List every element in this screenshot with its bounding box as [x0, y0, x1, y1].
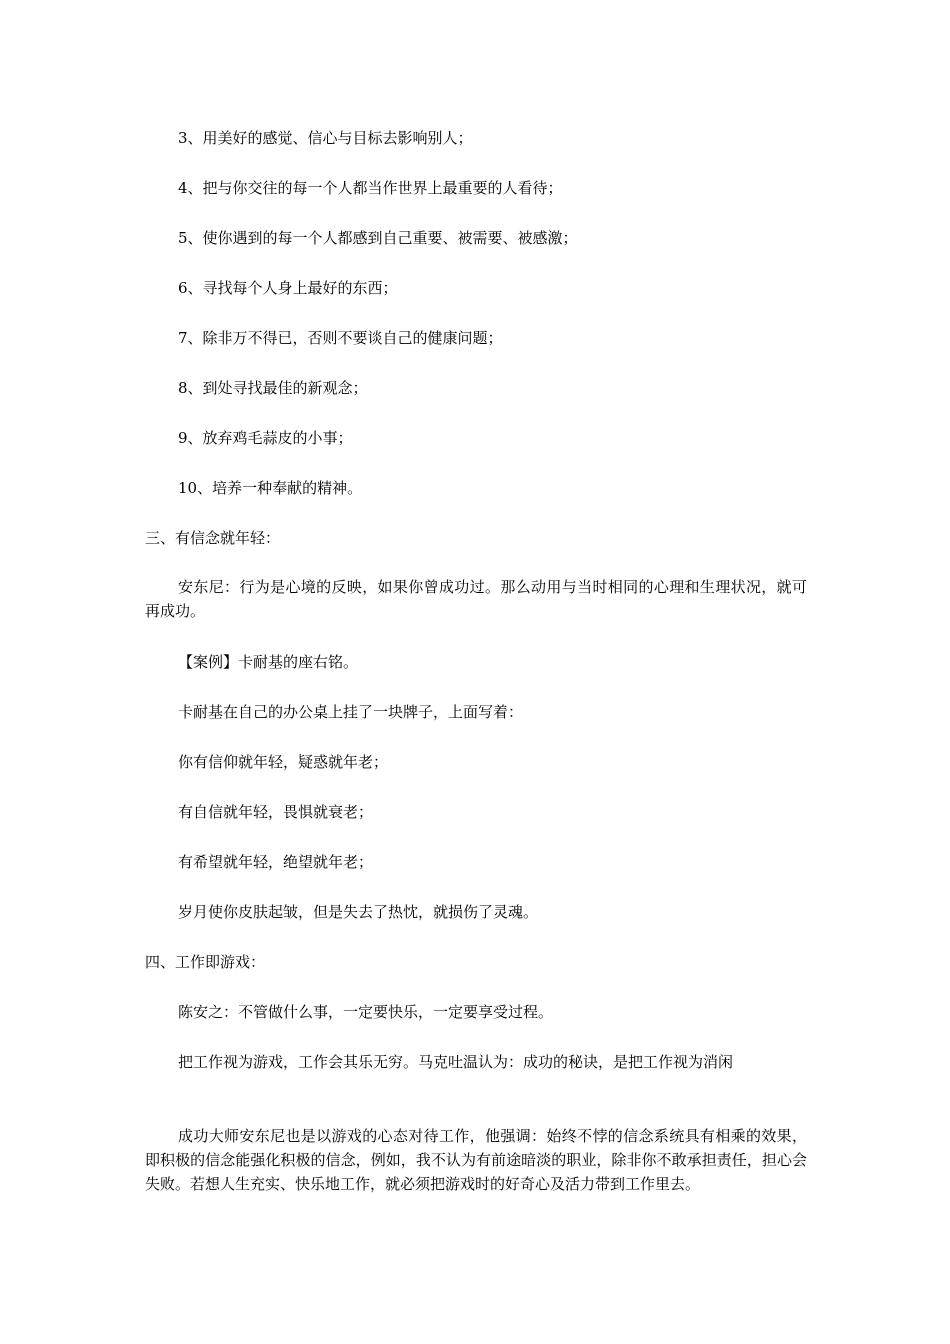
motto-line: 你有信仰就年轻，疑惑就年老； [178, 753, 389, 771]
motto-line: 有自信就年轻，畏惧就衰老； [178, 803, 374, 821]
section-4-paragraph-2: 成功大师安东尼也是以游戏的心态对待工作，他强调：始终不悖的信念系统具有相乘的效果，即积极的信念能强化积极的信念，例如，我不认为有前途暗淡的职业，除非你不敢承担责任，担心会失败。若想人生充实、快乐地工作，就必须把游戏时的好奇心及活力带到工作里去。 [145, 1127, 807, 1193]
list-item-4: 4、把与你交往的每一个人都当作世界上最重要的人看待； [178, 179, 563, 197]
motto-line: 有希望就年轻，绝望就年老； [178, 853, 374, 871]
section-3-heading: 三、有信念就年轻： [145, 529, 281, 547]
case-intro: 卡耐基在自己的办公桌上挂了一块牌子，上面写着： [178, 703, 524, 721]
section-3-quote: 安东尼：行为是心境的反映，如果你曾成功过。那么动用与当时相同的心理和生理状况，就可再成功。 [145, 578, 807, 620]
list-item-6: 6、寻找每个人身上最好的东西； [178, 279, 398, 297]
list-item-10: 10、培养一种奉献的精神。 [178, 479, 363, 497]
list-item-9: 9、放弃鸡毛蒜皮的小事； [178, 429, 353, 447]
list-item-5: 5、使你遇到的每一个人都感到自己重要、被需要、被感激； [178, 229, 578, 247]
section-4-paragraph-1: 把工作视为游戏，工作会其乐无穷。马克吐温认为：成功的秘诀，是把工作视为消闲 [178, 1053, 734, 1071]
motto-line: 岁月使你皮肤起皱，但是失去了热忱，就损伤了灵魂。 [178, 903, 539, 921]
section-4-quote: 陈安之：不管做什么事，一定要快乐，一定要享受过程。 [178, 1003, 554, 1021]
section-4-heading: 四、工作即游戏： [145, 953, 266, 971]
list-item-7: 7、除非万不得已，否则不要谈自己的健康问题； [178, 329, 503, 347]
case-title: 【案例】卡耐基的座右铭。 [178, 653, 359, 671]
list-item-3: 3、用美好的感觉、信心与目标去影响别人； [178, 129, 473, 147]
list-item-8: 8、到处寻找最佳的新观念； [178, 379, 368, 397]
